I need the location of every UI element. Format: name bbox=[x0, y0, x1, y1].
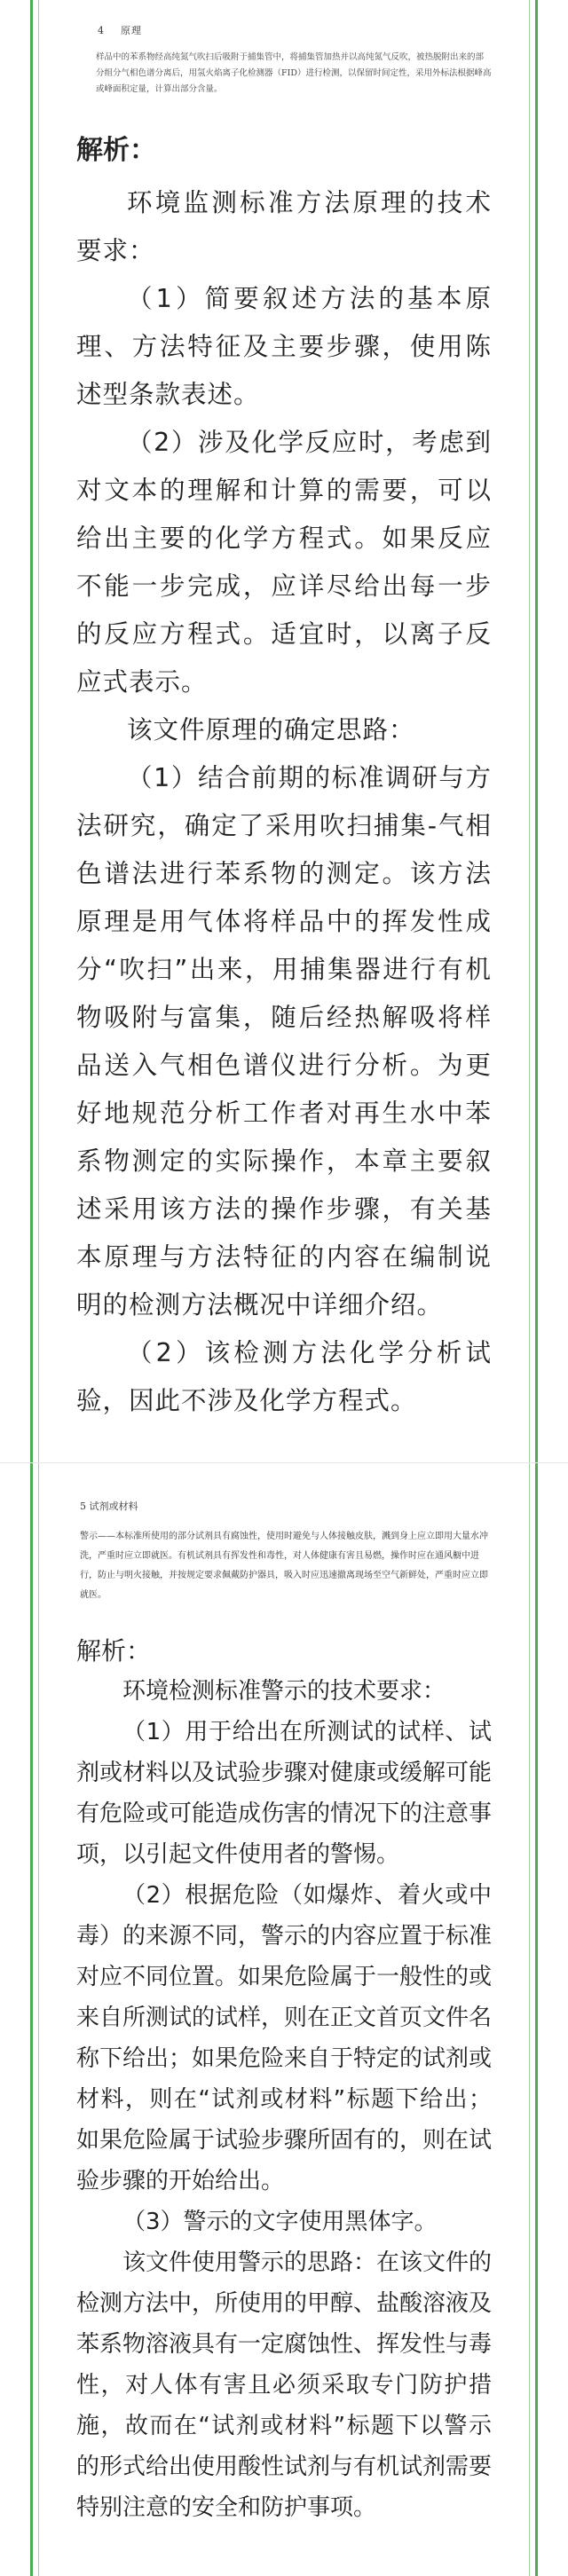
warning-idea: 该文件使用警示的思路：在该文件的检测方法中，所使用的甲醇、盐酸溶液及苯系物溶液具有一定腐蚀性、挥发性与毒性，对人体有害且必须采取专门防护措施，故而在“试剂或材料”标题下以警示的形式给出使用酸性试剂与有机试剂需要特别注意的安全和防护事项。 bbox=[76, 2249, 493, 2521]
analysis-intro: 环境检测标准警示的技术要求： bbox=[122, 1678, 446, 1705]
scan-section-title: 5 试剂或材料 bbox=[80, 1501, 138, 1512]
scan-section-body: 样品中的苯系物经高纯氮气吹扫后吸附于捕集管中，将捕集管加热并以高纯氮气反吹，被热脱附出来的部分组分气相色谱分离后，用氢火焰离子化检测器（FID）进行检测，以保留时间定性，采用外标法根据峰高或峰面积定量，计算出部分含量。 bbox=[96, 52, 492, 94]
analysis-heading: 解析： bbox=[76, 1636, 152, 1666]
analysis-intro: 环境监测标准方法原理的技术要求： bbox=[76, 188, 492, 265]
requirement-2: （2）根据危险（如爆炸、着火或中毒）的来源不同，警示的内容应置于标准对应不同位置。如果危险属于一般性的或来自所测试的试样，则在正文首页文件名称下给出；如果危险来自于特定的试剂或材料，则在“试剂或材料”标题下给出；如果危险属于试验步骤所固有的，则在试验步骤的开始给出。 bbox=[76, 1882, 493, 2194]
analysis-heading: 解析： bbox=[76, 135, 156, 166]
requirement-3: （3）警示的文字使用黑体字。 bbox=[122, 2209, 438, 2235]
scanned-excerpt-principle bbox=[76, 23, 492, 98]
requirement-1: （1）简要叙述方法的基本原理、方法特征及主要步骤，使用陈述型条款表述。 bbox=[76, 284, 492, 409]
idea-2: （2）该检测方法化学分析试验，因此不涉及化学方程式。 bbox=[76, 1338, 492, 1415]
scan-section-title: 4 原理 bbox=[98, 25, 142, 36]
article-content bbox=[76, 0, 492, 2528]
idea-1: （1）结合前期的标准调研与方法研究，确定了采用吹扫捕集-气相色谱法进行苯系物的测定。该方法原理是用气体将样品中的挥发性成分“吹扫”出来，用捕集器进行有机物吸附与富集，随后经热解吸将样品送入气相色谱仪进行分析。为更好地规范分析工作者对再生水中苯系物测定的实际操作，本章主要叙述采用该方法的操作步骤，有关基本原理与方法特征的内容在编制说明的检测方法概况中详细介绍。 bbox=[76, 763, 492, 1320]
scan-warning-body: 警示——本标准所使用的部分试剂具有腐蚀性，使用时避免与人体接触皮肤，溅到身上应立即用大量水冲洗，严重时应立即就医。有机试剂具有挥发性和毒性，对人体健康有害且易燃，操作时应在通风橱中进行，防止与明火接触，并按规定要求佩戴防护器具，吸入时应迅速撤离现场至空气新鲜处，严重时应立即就医。 bbox=[80, 1532, 488, 1600]
section-divider bbox=[0, 1462, 568, 1463]
requirement-2: （2）涉及化学反应时，考虑到对文本的理解和计算的需要，可以给出主要的化学方程式。如果反应不能一步完成，应详尽给出每一步的反应方程式。适宜时，以离子反应式表示。 bbox=[76, 428, 492, 697]
scanned-excerpt-reagents bbox=[76, 1499, 492, 1605]
requirement-1: （1）用于给出在所测试的试样、试剂或材料以及试验步骤对健康或缓解可能有危险或可能造成伤害的情况下的注意事项，以引起文件使用者的警惕。 bbox=[76, 1719, 493, 1868]
idea-title: 该文件原理的确定思路： bbox=[127, 715, 415, 744]
